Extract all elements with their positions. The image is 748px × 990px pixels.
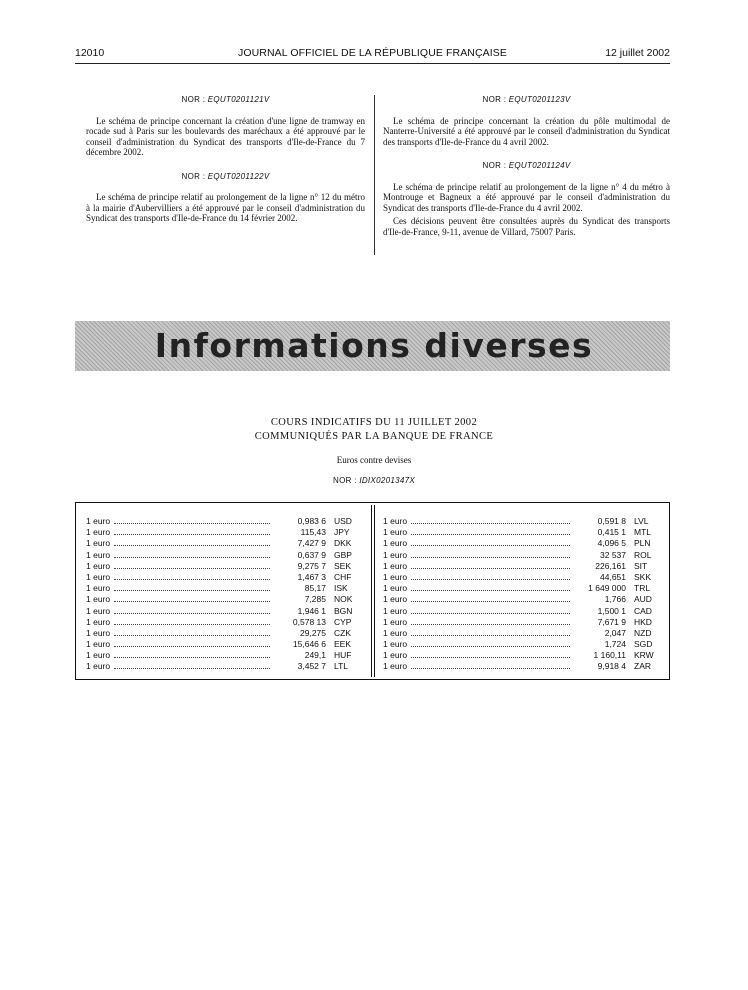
rate-value: 3,452 7 [297, 661, 326, 672]
rate-row [383, 661, 658, 672]
currency-code: DKK [334, 538, 352, 549]
rate-value: 226,161 [595, 560, 626, 571]
rate-value: 9,918 4 [597, 661, 626, 672]
page-number: 12010 [75, 47, 105, 59]
rate-unit: 1 euro [383, 627, 408, 638]
currency-code: MTL [634, 527, 651, 538]
rates-subtitle: Euros contre devises [336, 455, 412, 465]
rate-value: 0,591 8 [597, 516, 626, 526]
rate-row [383, 561, 658, 572]
currency-code: ROL [634, 549, 652, 560]
notice-consultation-text: Ces décisions peuvent être consultées auprès du Syndicat des transports d'Ile-de-France, 9-11, avenue de Villard, 75007 Paris. [383, 216, 670, 237]
rate-unit: 1 euro [86, 650, 111, 661]
rate-value: 115,43 [300, 527, 326, 538]
rate-unit: 1 euro [383, 516, 408, 526]
rate-row [86, 527, 358, 538]
currency-code: SEK [334, 560, 352, 571]
rate-row [86, 617, 358, 628]
rate-unit: 1 euro [383, 560, 408, 571]
rate-row [383, 594, 658, 605]
rate-value: 29,275 [300, 627, 326, 638]
rate-value: 1,946 1 [297, 605, 326, 616]
leader-dots [114, 584, 270, 591]
rate-value: 15,646 6 [292, 639, 326, 650]
rate-unit: 1 euro [86, 538, 111, 549]
rate-value: 1,766 [604, 594, 626, 605]
page-header [75, 47, 670, 64]
rate-value: 249,1 [304, 650, 326, 661]
currency-code: SKK [634, 571, 652, 582]
rate-unit: 1 euro [86, 639, 111, 650]
currency-code: LTL [334, 661, 349, 672]
rate-row [86, 606, 358, 617]
currency-code: NZD [634, 627, 652, 638]
leader-dots [411, 618, 570, 625]
rate-unit: 1 euro [86, 661, 111, 672]
rates-title-line1: COURS INDICATIFS DU 11 JUILLET 2002 [270, 417, 478, 428]
currency-code: SIT [634, 560, 648, 571]
rates-title-line2: COMMUNIQUÉS PAR LA BANQUE DE FRANCE [254, 431, 494, 442]
rate-value: 0,983 6 [297, 516, 326, 526]
leader-dots [114, 573, 270, 580]
currency-code: ISK [334, 583, 348, 594]
rate-row [86, 561, 358, 572]
currency-code: TRL [634, 583, 651, 594]
rate-unit: 1 euro [86, 627, 111, 638]
leader-dots [114, 618, 270, 625]
leader-dots [114, 640, 270, 647]
currency-code: CAD [634, 605, 652, 616]
nor-reference: NOR : EQUT0201123V [482, 95, 571, 104]
table-divider [374, 505, 375, 677]
notice-text: Le schéma de principe relatif au prolongement de la ligne n° 4 du métro à Montrouge et Bagneux a été approuvé par le conseil d'administration du Syndicat des transports d'Ile-de-France du 4 avril 2002. [383, 181, 670, 213]
rate-value: 9,275 7 [297, 560, 326, 571]
rate-unit: 1 euro [86, 560, 111, 571]
rate-row [383, 527, 658, 538]
leader-dots [411, 528, 570, 535]
rate-value: 7,285 [304, 594, 326, 605]
currency-code: USD [334, 516, 352, 526]
currency-code: ZAR [634, 661, 651, 672]
rate-row [383, 550, 658, 561]
rate-value: 4,096 5 [597, 538, 626, 549]
rate-row [383, 617, 658, 628]
journal-title: JOURNAL OFFICIEL DE LA RÉPUBLIQUE FRANÇAISE [238, 47, 507, 59]
rate-row [383, 628, 658, 639]
rate-unit: 1 euro [86, 583, 111, 594]
leader-dots [411, 551, 570, 558]
rate-row [86, 516, 358, 527]
rate-value: 1,500 1 [597, 605, 626, 616]
rate-row [383, 583, 658, 594]
rate-unit: 1 euro [383, 639, 408, 650]
rate-row [86, 639, 358, 650]
leader-dots [411, 584, 570, 591]
rate-unit: 1 euro [383, 616, 408, 627]
leader-dots [411, 573, 570, 580]
rate-row [86, 594, 358, 605]
leader-dots [114, 528, 270, 535]
leader-dots [114, 517, 270, 524]
rate-row [86, 572, 358, 583]
rate-unit: 1 euro [383, 605, 408, 616]
rate-value: 7,427 9 [297, 538, 326, 549]
leader-dots [411, 517, 570, 524]
rate-row [383, 639, 658, 650]
rate-value: 85,17 [304, 583, 326, 594]
rate-value: 1 160,11 [593, 650, 626, 661]
rate-unit: 1 euro [383, 594, 408, 605]
currency-code: HUF [334, 650, 352, 661]
rate-row [383, 572, 658, 583]
currency-code: BGN [334, 605, 353, 616]
rate-unit: 1 euro [383, 571, 408, 582]
issue-date: 12 juillet 2002 [605, 47, 670, 59]
leader-dots [114, 662, 270, 669]
rate-row [86, 628, 358, 639]
rate-row [86, 661, 358, 672]
currency-code: SGD [634, 639, 653, 650]
rate-unit: 1 euro [86, 571, 111, 582]
column-divider [374, 95, 375, 255]
rate-unit: 1 euro [86, 527, 111, 538]
notice-text: Le schéma de principe concernant la création du pôle multimodal de Nanterre-Université a été approuvé par le conseil d'administration du Syndicat des transports d'Ile-de-France du 4 avril 2002. [383, 115, 670, 147]
leader-dots [114, 539, 270, 546]
currency-code: CHF [334, 571, 352, 582]
rate-unit: 1 euro [86, 605, 111, 616]
rate-unit: 1 euro [383, 538, 408, 549]
nor-reference: NOR : EQUT0201122V [181, 171, 270, 181]
currency-code: EEK [334, 639, 352, 650]
leader-dots [411, 640, 570, 647]
rate-unit: 1 euro [383, 527, 408, 538]
leader-dots [114, 551, 270, 558]
rate-unit: 1 euro [383, 650, 408, 661]
rate-unit: 1 euro [383, 661, 408, 672]
leader-dots [114, 562, 270, 569]
rates-left-column [86, 516, 358, 673]
section-title: Informations diverses [154, 326, 594, 365]
rate-row [86, 650, 358, 661]
rates-nor-reference: NOR : IDIX0201347X [333, 476, 415, 485]
nor-reference: NOR : EQUT0201124V [482, 161, 571, 170]
rate-unit: 1 euro [86, 549, 111, 560]
notice-text: Le schéma de principe relatif au prolongement de la ligne n° 12 du métro à la mairie d'Aubervilliers a été approuvé par le conseil d'administration du Syndicat des transports d'Ile-de-France du 14 février 2002. [86, 192, 365, 223]
rate-unit: 1 euro [86, 516, 111, 526]
leader-dots [411, 651, 570, 658]
currency-code: JPY [334, 527, 350, 538]
leader-dots [114, 629, 270, 636]
rate-row [383, 516, 658, 527]
rate-value: 44,651 [600, 571, 626, 582]
currency-code: GBP [334, 549, 352, 560]
leader-dots [114, 595, 270, 602]
rate-row [383, 650, 658, 661]
leader-dots [114, 651, 270, 658]
rate-unit: 1 euro [383, 549, 408, 560]
rate-value: 32 537 [600, 549, 626, 560]
rate-value: 0,415 1 [597, 527, 626, 538]
currency-code: LVL [634, 516, 649, 526]
currency-code: HKD [634, 616, 652, 627]
nor-reference: NOR : EQUT0201121V [181, 95, 270, 104]
rate-row [383, 606, 658, 617]
notices-right-column [383, 95, 670, 251]
rate-value: 1,724 [604, 639, 626, 650]
notices-left-column [86, 95, 365, 238]
currency-code: CZK [334, 627, 351, 638]
rate-unit: 1 euro [86, 616, 111, 627]
rate-value: 2,047 [604, 627, 626, 638]
rates-right-column [383, 516, 658, 673]
rate-value: 0,637 9 [297, 549, 326, 560]
rate-value: 0,578 13 [292, 616, 326, 627]
currency-code: CYP [334, 616, 352, 627]
currency-code: PLN [634, 538, 651, 549]
leader-dots [411, 562, 570, 569]
leader-dots [411, 629, 570, 636]
rate-value: 1,467 3 [297, 571, 326, 582]
rate-row [86, 583, 358, 594]
leader-dots [114, 607, 270, 614]
rate-unit: 1 euro [86, 594, 111, 605]
leader-dots [411, 607, 570, 614]
notice-text: Le schéma de principe concernant la création d'une ligne de tramway en rocade sud à Paris sur les boulevards des maréchaux a été approuvé par le conseil d'administration du Syndicat des transports d'Ile-de-France du 7 décembre 2002. [86, 115, 365, 157]
rate-value: 1 649 000 [588, 583, 626, 594]
currency-code: AUD [634, 594, 652, 605]
rate-row [86, 550, 358, 561]
table-divider [371, 505, 372, 677]
leader-dots [411, 595, 570, 602]
rate-row [383, 538, 658, 549]
currency-code: KRW [634, 650, 654, 661]
rate-value: 7,671 9 [597, 616, 626, 627]
rate-unit: 1 euro [383, 583, 408, 594]
currency-code: NOK [334, 594, 353, 605]
leader-dots [411, 662, 570, 669]
rate-row [86, 538, 358, 549]
leader-dots [411, 539, 570, 546]
